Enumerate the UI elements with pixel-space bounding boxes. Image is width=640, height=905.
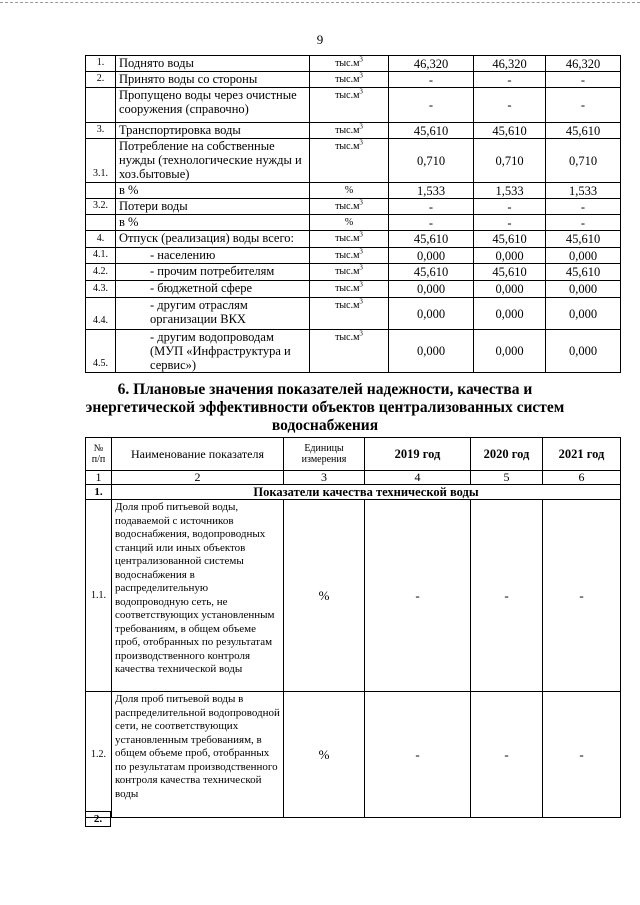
col-number: 4: [365, 471, 471, 485]
row-name: - населению: [116, 248, 310, 264]
section-1-row: [86, 485, 621, 500]
header-num: № п/п: [86, 438, 112, 471]
value-2019: -: [389, 215, 474, 231]
row-name: Потери воды: [116, 199, 310, 215]
row-name: - другим отраслям организации ВКХ: [116, 298, 310, 330]
row-name: Потребление на собственные нужды (технологические нужды и хоз.бытовые): [116, 139, 310, 183]
row-name: Пропущено воды через очистные сооружения (справочно): [116, 88, 310, 123]
row-name: - бюджетной сфере: [116, 281, 310, 298]
value-2019: 45,610: [389, 231, 474, 248]
value-2021: 0,000: [546, 330, 621, 373]
table-row: [86, 281, 621, 298]
value-2021: -: [546, 215, 621, 231]
table-row: [86, 330, 621, 373]
row-unit: $тыс.м^3$: [310, 56, 389, 72]
row-name: - другим водопроводам (МУП «Инфраструктура и сервис»): [116, 330, 310, 373]
col-number: 3: [284, 471, 365, 485]
value-2020: 45,610: [474, 231, 546, 248]
header-2019: 2019 год: [365, 438, 471, 471]
row-unit: %: [310, 183, 389, 199]
row-num: 2.: [86, 72, 116, 88]
value-2019: 46,320: [389, 56, 474, 72]
row-desc: Доля проб питьевой воды, подаваемой с источников водоснабжения, водопроводных станций или иных объектов централизованной системы водоснабжения в распределительную водопроводную сеть, не соответствующих установленным требованиям, в общем объеме проб, отобранных по результатам производственного контроля качества технической воды: [112, 500, 284, 692]
row-num: 1.1.: [86, 500, 112, 692]
table-row: [86, 231, 621, 248]
value-2019: 0,710: [389, 139, 474, 183]
value-2020: 46,320: [474, 56, 546, 72]
row-name: Поднято воды: [116, 56, 310, 72]
section-2-stub: [85, 811, 111, 827]
row-unit: $тыс.м^3$: [310, 139, 389, 183]
row-name: Транспортировка воды: [116, 123, 310, 139]
row-num: 4.4.: [86, 298, 116, 330]
row-unit: %: [310, 215, 389, 231]
table-row: [86, 199, 621, 215]
row-name: в %: [116, 183, 310, 199]
row-num: 4.: [86, 231, 116, 248]
section-1-num: 1.: [86, 485, 112, 500]
table-row: [86, 248, 621, 264]
value-2021: 45,610: [546, 231, 621, 248]
value-2021: -: [543, 692, 621, 818]
col-number: 1: [86, 471, 112, 485]
value-2020: 0,710: [474, 139, 546, 183]
row-unit: %: [284, 692, 365, 818]
table-row: [86, 123, 621, 139]
row-unit: $тыс.м^3$: [310, 264, 389, 281]
value-2021: -: [546, 199, 621, 215]
value-2021: -: [543, 500, 621, 692]
row-desc: Доля проб питьевой воды в распределительной водопроводной сети, не соответствующих установленным требованиям, в общем объеме проб, отобранных по результатам производственного контроля качества технической воды: [112, 692, 284, 818]
row-num: 4.2.: [86, 264, 116, 281]
value-2019: 45,610: [389, 264, 474, 281]
table-row: [86, 500, 621, 692]
col-number: 2: [112, 471, 284, 485]
header-name: Наименование показателя: [112, 438, 284, 471]
value-2020: -: [474, 72, 546, 88]
row-name: Отпуск (реализация) воды всего:: [116, 231, 310, 248]
table-row: [86, 298, 621, 330]
top-scan-line: [0, 2, 640, 3]
row-num: 4.5.: [86, 330, 116, 373]
value-2019: 45,610: [389, 123, 474, 139]
row-name: - прочим потребителям: [116, 264, 310, 281]
value-2021: 45,610: [546, 123, 621, 139]
indicators-table: [85, 437, 621, 818]
table-row: [86, 264, 621, 281]
row-num: 4.3.: [86, 281, 116, 298]
value-2019: -: [389, 72, 474, 88]
water-balance-table: [85, 55, 621, 373]
row-num: [86, 183, 116, 199]
value-2021: -: [546, 72, 621, 88]
row-num: 3.: [86, 123, 116, 139]
row-unit: $тыс.м^3$: [310, 123, 389, 139]
value-2020: -: [471, 692, 543, 818]
row-num: [86, 215, 116, 231]
header-row: [86, 438, 621, 471]
value-2019: -: [365, 692, 471, 818]
value-2021: 0,000: [546, 298, 621, 330]
value-2021: 46,320: [546, 56, 621, 72]
value-2020: 45,610: [474, 264, 546, 281]
row-unit: $тыс.м^3$: [310, 330, 389, 373]
section-2-num: 2.: [86, 812, 111, 827]
row-unit: $тыс.м^3$: [310, 88, 389, 123]
value-2020: 0,000: [474, 281, 546, 298]
column-number-row: [86, 471, 621, 485]
table-row: [86, 183, 621, 199]
value-2019: 1,533: [389, 183, 474, 199]
row-num: 3.2.: [86, 199, 116, 215]
row-num: 3.1.: [86, 139, 116, 183]
section-6-title: 6. Плановые значения показателей надежности, качества и энергетической эффективности объектов централизованных систем водоснабжения: [85, 381, 565, 434]
table-row: [86, 72, 621, 88]
section-1-title: Показатели качества технической воды: [112, 485, 621, 500]
header-unit: Единицы измерения: [284, 438, 365, 471]
row-name: Принято воды со стороны: [116, 72, 310, 88]
header-2021: 2021 год: [543, 438, 621, 471]
value-2020: -: [474, 215, 546, 231]
value-2021: -: [546, 88, 621, 123]
value-2019: -: [389, 199, 474, 215]
table-row: [86, 215, 621, 231]
row-num: [86, 88, 116, 123]
col-number: 6: [543, 471, 621, 485]
row-num: 4.1.: [86, 248, 116, 264]
value-2021: 45,610: [546, 264, 621, 281]
value-2020: 0,000: [474, 248, 546, 264]
value-2021: 1,533: [546, 183, 621, 199]
row-unit: $тыс.м^3$: [310, 298, 389, 330]
value-2020: 45,610: [474, 123, 546, 139]
value-2020: 1,533: [474, 183, 546, 199]
value-2020: -: [471, 500, 543, 692]
row-num: 1.2.: [86, 692, 112, 818]
row-unit: $тыс.м^3$: [310, 231, 389, 248]
row-unit: $тыс.м^3$: [310, 281, 389, 298]
value-2020: -: [474, 199, 546, 215]
value-2021: 0,710: [546, 139, 621, 183]
value-2019: 0,000: [389, 248, 474, 264]
table-row: [86, 139, 621, 183]
value-2019: 0,000: [389, 330, 474, 373]
value-2019: -: [365, 500, 471, 692]
row-unit: $тыс.м^3$: [310, 72, 389, 88]
header-2020: 2020 год: [471, 438, 543, 471]
table-row: [86, 692, 621, 818]
row-name: в %: [116, 215, 310, 231]
row-unit: %: [284, 500, 365, 692]
value-2021: 0,000: [546, 248, 621, 264]
row-num: 1.: [86, 56, 116, 72]
value-2019: -: [389, 88, 474, 123]
table-row: [86, 56, 621, 72]
table-row: [86, 88, 621, 123]
value-2019: 0,000: [389, 281, 474, 298]
row-unit: $тыс.м^3$: [310, 199, 389, 215]
value-2020: 0,000: [474, 330, 546, 373]
value-2020: -: [474, 88, 546, 123]
value-2019: 0,000: [389, 298, 474, 330]
row-unit: $тыс.м^3$: [310, 248, 389, 264]
col-number: 5: [471, 471, 543, 485]
page-number: 9: [316, 32, 324, 47]
value-2021: 0,000: [546, 281, 621, 298]
value-2020: 0,000: [474, 298, 546, 330]
